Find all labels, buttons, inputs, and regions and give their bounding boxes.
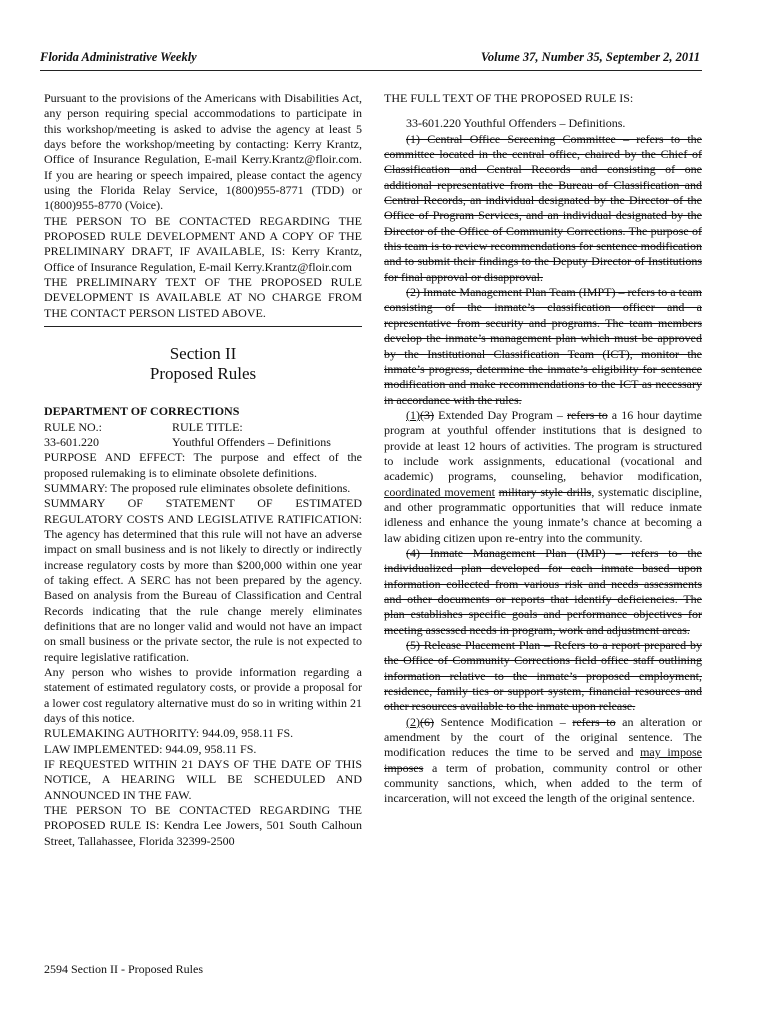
rule-no: 33-601.220 (44, 434, 99, 449)
new-number: (2) (406, 714, 420, 729)
text-run: , systematic discipline (591, 484, 700, 499)
text-run: a term of probation, community control or other community sanctions, which, when added to the term of incarceration, will not exceed the length of the original sentence. (384, 760, 702, 806)
text-run: Sentence Modification – (434, 714, 573, 729)
issue-info: Volume 37, Number 35, September 2, 2011 (480, 50, 700, 64)
section-divider (44, 326, 362, 327)
inserted-comma: , (699, 484, 703, 499)
contact-development-paragraph: THE PERSON TO BE CONTACTED REGARDING THE PROPOSED RULE DEVELOPMENT AND A COPY OF THE PRELIMINARY DRAFT, IF AVAILABLE, IS: Kerry Krantz, Office of Insurance Regulation, E-mail Kerry.Krantz@floir.com (44, 213, 362, 274)
section-number: Section II (169, 344, 237, 364)
old-number: (3) (420, 407, 434, 422)
section-name: Proposed Rules (149, 364, 257, 384)
rule-no-label: RULE NO.: (44, 419, 102, 434)
purpose-paragraph: PURPOSE AND EFFECT: The purpose and effect of the proposed rulemaking is to eliminate obsolete definitions. (44, 450, 362, 480)
section-title (44, 344, 362, 384)
rule-title-label: RULE TITLE: (172, 419, 243, 434)
definition-5-struck: (5) Release Placement Plan – Refers to a report prepared by the Office of Community Corrections field office staff outlining information relative to the inmate’s proposed employment, residence, family ties or support system, financial resources and other resources available to the inmate upon release. (384, 638, 702, 714)
header-rule (40, 70, 702, 71)
text-run: and other programmatic opportunities that will reduce inmate idleness and enhance the young inmate’s chance at becoming a law abiding citizen upon re-entry into the community. (384, 499, 702, 545)
definition-extended-day (384, 408, 702, 546)
law-implemented: LAW IMPLEMENTED: 944.09, 958.11 FS. (44, 741, 257, 756)
struck-words: imposes (384, 760, 424, 775)
page-footer: 2594 Section II - Proposed Rules (44, 962, 203, 976)
serc-paragraph: SUMMARY OF STATEMENT OF ESTIMATED REGULATORY COSTS AND LEGISLATIVE RATIFICATION: The agency has determined that this rule will not have an adverse impact on small business and is not likely to directly or indirectly increase regulatory costs by more than $200,000 within one year of taking effect. A SERC has not been prepared by the agency. Based on analysis from the Bureau of Classification and Central Records indicating that the rule change merely eliminates definitions that are no longer valid and would not have an impact on small business or the private sector, the rule is not expected to require legislative ratification. (44, 496, 362, 664)
text-run: an alteration or amendment by the court of the original sentence. The modification reduces the time to be served and (384, 714, 703, 760)
rulemaking-authority: RULEMAKING AUTHORITY: 944.09, 958.11 FS. (44, 726, 294, 741)
rule-heading: 33-601.220 Youthful Offenders – Definitions. (406, 116, 626, 131)
definition-2-struck: (2) Inmate Management Plan Team (IMPT) – refers to a team consisting of the inmate’s classification officer and a representative from security and programs. The team members develop the inmate’s management plan which must be approved by the Institutional Classification Team (ICT), monitor the inmate’s progress, determine the inmate’s eligibility for sentence modification and make recommendations to the ICT as necessary in accordance with the rules. (384, 285, 702, 407)
definition-1-struck: (1) Central Office Screening Committee – refers to the committee located in the central office, chaired by the Chief of Classification and Central Records and consisting of one additional representative from the Bureau of Classification and Central Records, an individual designated by the Director of the Office of Program Services, and an individual designated by the Director of the Office of Community Corrections. The purpose of this team is to review recommendations for sentence modification and to submit their findings to the Deputy Director of Institutions for final approval or disapproval. (384, 131, 702, 284)
hearing-notice: IF REQUESTED WITHIN 21 DAYS OF THE DATE OF THIS NOTICE, A HEARING WILL BE SCHEDULED AND ANNOUNCED IN THE FAW. (44, 757, 362, 802)
definition-4-struck: (4) Inmate Management Plan (IMP) – refers to the individualized plan developed for each inmate based upon information collected from various risk and needs assessments and other documents or reports that identify deficiencies. The plan establishes specific goals and performance objectives for meeting assessed needs in program, work and adjustment areas. (384, 545, 702, 637)
rule-values-row (44, 435, 362, 450)
ada-paragraph: Pursuant to the provisions of the Americans with Disabilities Act, any person requiring special accommodations to participate in this workshop/meeting is asked to advise the agency at least 5 days before the workshop/meeting by contacting: Kerry Krantz, Office of Insurance Regulation, E-mail Kerry.Krantz@floir.com. If you are hearing or speech impaired, please contact the agency using the Florida Relay Service, 1(800)955-8771 (TDD) or 1(800)955-8770 (Voice). (44, 91, 362, 213)
rule-title: Youthful Offenders – Definitions (172, 434, 331, 449)
definition-sentence-modification (384, 715, 702, 807)
struck-refers: refers to (572, 714, 616, 729)
inserted-words: coordinated movement (384, 484, 495, 499)
preliminary-text-paragraph: THE PRELIMINARY TEXT OF THE PROPOSED RULE DEVELOPMENT IS AVAILABLE AT NO CHARGE FROM THE CONTACT PERSON LISTED ABOVE. (44, 275, 362, 320)
full-text-heading: THE FULL TEXT OF THE PROPOSED RULE IS: (384, 91, 634, 105)
text-run: a 16 hour daytime program at youthful offender institutions that is designed to provide at least 12 hours of activities. The program is structured to include work assignments, educational (vocational and academic) programs, counseling, behavior modification, (384, 407, 702, 484)
left-column (44, 91, 362, 849)
struck-words: military style drills (498, 484, 592, 499)
inserted-words: may impose (640, 745, 702, 760)
running-header (40, 50, 700, 68)
publication-title: Florida Administrative Weekly (40, 50, 197, 64)
text-run: Extended Day Program – (434, 407, 567, 422)
contact-person-paragraph: THE PERSON TO BE CONTACTED REGARDING THE PROPOSED RULE IS: Kendra Lee Jowers, 501 South Calhoun Street, Tallahassee, Florida 32399-2500 (44, 803, 362, 848)
new-number: (1) (406, 407, 420, 422)
right-column (384, 91, 702, 807)
any-person-paragraph: Any person who wishes to provide information regarding a statement of estimated regulatory costs, or provide a proposal for a lower cost regulatory alternative must do so in writing within 21 days of this notice. (44, 665, 362, 726)
old-number: (6) (420, 714, 434, 729)
struck-refers: refers to (567, 407, 608, 422)
summary-paragraph: SUMMARY: The proposed rule eliminates obsolete definitions. (44, 480, 351, 495)
department-name: DEPARTMENT OF CORRECTIONS (44, 404, 240, 419)
rule-labels-row (44, 420, 362, 435)
